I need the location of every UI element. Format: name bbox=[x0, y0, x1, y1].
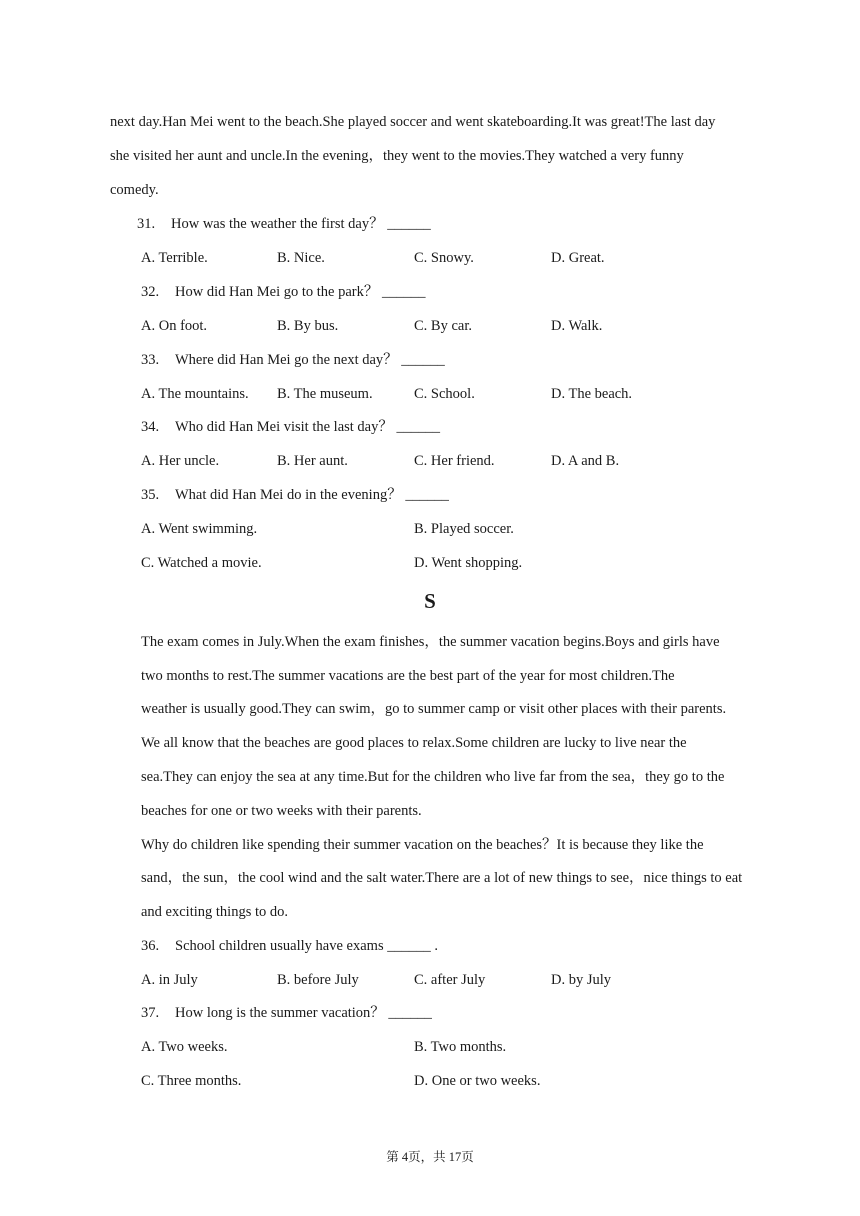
passage-line: and exciting things to do. bbox=[141, 904, 288, 920]
option-a: A. Terrible. bbox=[141, 250, 208, 266]
option-c: C. Three months. bbox=[141, 1073, 242, 1089]
question-32 bbox=[141, 282, 426, 302]
question-35 bbox=[141, 485, 449, 505]
question-text: Where did Han Mei go the next day？ ______ bbox=[175, 352, 445, 368]
option-a: A. in July bbox=[141, 972, 198, 988]
passage-line: sand，the sun，the cool wind and the salt water.There are a lot of new things to see，nice things to eat bbox=[141, 870, 743, 886]
question-34 bbox=[141, 417, 440, 437]
option-a: A. Her uncle. bbox=[141, 453, 220, 469]
passage-line: two months to rest.The summer vacations are the best part of the year for most children.The bbox=[141, 668, 675, 684]
question-text: How long is the summer vacation？ ______ bbox=[175, 1005, 432, 1021]
option-b: B. Her aunt. bbox=[277, 453, 348, 469]
option-b: B. Played soccer. bbox=[414, 521, 514, 537]
question-number: 32. bbox=[141, 284, 160, 300]
option-d: D. The beach. bbox=[551, 386, 633, 402]
intro-line-3: comedy. bbox=[110, 182, 159, 198]
intro-line-1: next day.Han Mei went to the beach.She played soccer and went skateboarding.It was great!The last day bbox=[110, 114, 716, 130]
passage-line: The exam comes in July.When the exam finishes，the summer vacation begins.Boys and girls have bbox=[141, 634, 720, 650]
option-a: A. On foot. bbox=[141, 318, 208, 334]
question-36 bbox=[141, 936, 438, 956]
passage-line: We all know that the beaches are good places to relax.Some children are lucky to live near the bbox=[141, 735, 687, 751]
option-d: D. by July bbox=[551, 972, 612, 988]
option-b: B. By bus. bbox=[277, 318, 339, 334]
option-c: C. School. bbox=[414, 386, 475, 402]
section-title: S bbox=[424, 589, 436, 613]
option-b: B. The museum. bbox=[277, 386, 373, 402]
question-number: 35. bbox=[141, 487, 160, 503]
page-footer: 第 4页，共 17页 bbox=[386, 1150, 474, 1164]
option-c: C. Snowy. bbox=[414, 250, 474, 266]
option-d: D. Great. bbox=[551, 250, 605, 266]
question-text: What did Han Mei do in the evening？ ______ bbox=[175, 487, 449, 503]
option-d: D. A and B. bbox=[551, 453, 620, 469]
question-number: 33. bbox=[141, 352, 160, 368]
question-text: School children usually have exams ______ . bbox=[175, 938, 438, 954]
passage-line: weather is usually good.They can swim，go to summer camp or visit other places with their parents. bbox=[141, 701, 727, 717]
passage-line: beaches for one or two weeks with their parents. bbox=[141, 803, 422, 819]
option-c: C. after July bbox=[414, 972, 486, 988]
question-text: How was the weather the first day？ ______ bbox=[171, 216, 431, 232]
question-number: 36. bbox=[141, 938, 160, 954]
question-text: How did Han Mei go to the park？ ______ bbox=[175, 284, 426, 300]
option-d: D. One or two weeks. bbox=[414, 1073, 541, 1089]
option-d: D. Went shopping. bbox=[414, 555, 523, 571]
option-c: C. By car. bbox=[414, 318, 472, 334]
option-a: A. Went swimming. bbox=[141, 521, 258, 537]
question-number: 37. bbox=[141, 1005, 160, 1021]
passage-line: Why do children like spending their summer vacation on the beaches？It is because they like the bbox=[141, 837, 704, 853]
question-text: Who did Han Mei visit the last day？ ______ bbox=[175, 419, 440, 435]
option-d: D. Walk. bbox=[551, 318, 603, 334]
option-a: A. Two weeks. bbox=[141, 1039, 228, 1055]
question-31 bbox=[137, 214, 431, 234]
question-37 bbox=[141, 1003, 432, 1023]
option-b: B. Nice. bbox=[277, 250, 325, 266]
option-b: B. before July bbox=[277, 972, 359, 988]
option-c: C. Her friend. bbox=[414, 453, 495, 469]
question-number: 31. bbox=[137, 216, 156, 232]
intro-line-2: she visited her aunt and uncle.In the evening，they went to the movies.They watched a very funny bbox=[110, 148, 684, 164]
option-b: B. Two months. bbox=[414, 1039, 507, 1055]
option-a: A. The mountains. bbox=[141, 386, 249, 402]
question-33 bbox=[141, 350, 445, 370]
passage-line: sea.They can enjoy the sea at any time.But for the children who live far from the sea，they go to the bbox=[141, 769, 725, 785]
option-c: C. Watched a movie. bbox=[141, 555, 262, 571]
question-number: 34. bbox=[141, 419, 160, 435]
